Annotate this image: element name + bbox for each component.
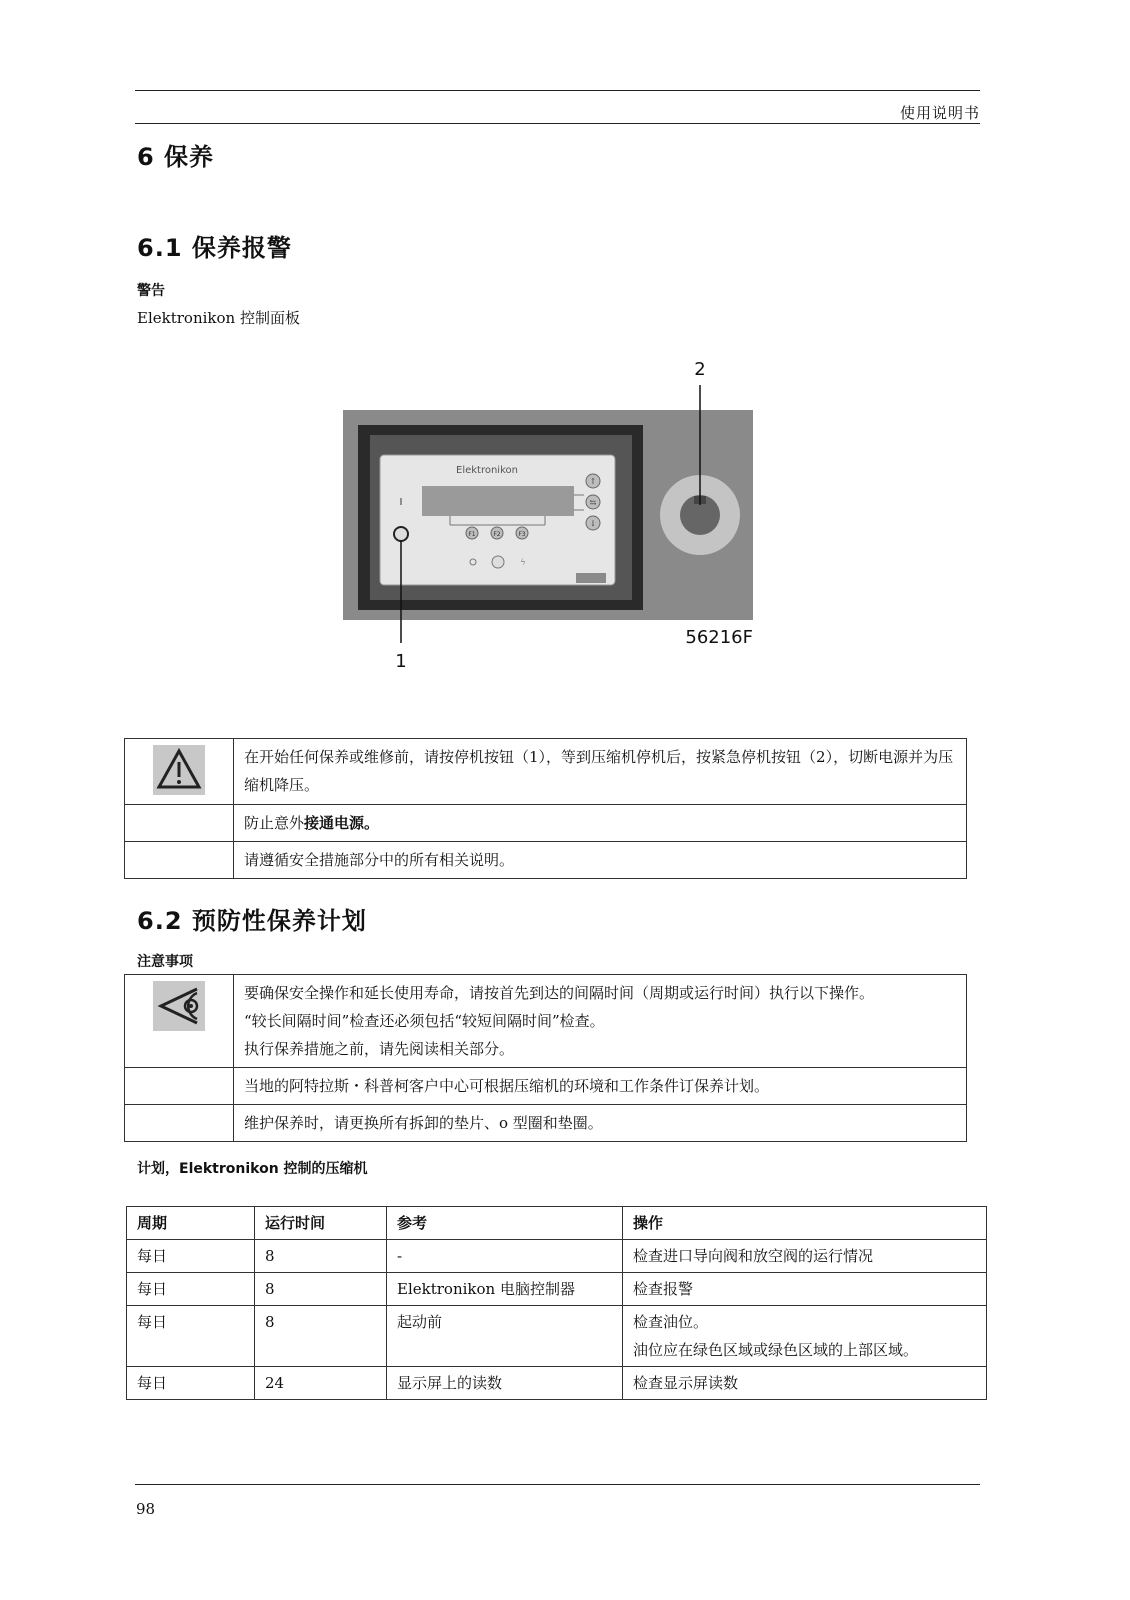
start-key-glyph: I bbox=[399, 497, 403, 508]
page-number: 98 bbox=[136, 1500, 156, 1518]
warning-table bbox=[124, 738, 967, 879]
warning-text-2: 防止意外接通电源。 bbox=[234, 805, 967, 842]
section-6-1-title: 6.1 保养报警 bbox=[137, 234, 292, 262]
warning-label: 警告 bbox=[137, 283, 165, 299]
led-alarm bbox=[492, 556, 504, 568]
footer-rule bbox=[135, 1484, 980, 1485]
notice-row bbox=[125, 975, 967, 1068]
notice-text-1: 要确保安全操作和延长使用寿命，请按首先到达的间隔时间（周期或运行时间）执行以下操作。 “较长间隔时间”检查还必须包括“较短间隔时间”检查。 执行保养措施之前，请先阅读相关部分。 bbox=[234, 975, 967, 1068]
header-action: 操作 bbox=[623, 1207, 987, 1240]
section-6-2-title: 6.2 预防性保养计划 bbox=[137, 907, 367, 935]
notice-table bbox=[124, 974, 967, 1142]
warning-row bbox=[125, 805, 967, 842]
stop-button bbox=[394, 527, 408, 541]
warning-text-3: 请遵循安全措施部分中的所有相关说明。 bbox=[234, 842, 967, 879]
chapter-title: 6 保养 bbox=[137, 143, 215, 171]
svg-text:F3: F3 bbox=[518, 531, 526, 538]
table-row: 每日 24 显示屏上的读数 检查显示屏读数 bbox=[127, 1367, 987, 1400]
svg-text:⇆: ⇆ bbox=[589, 498, 597, 507]
svg-text:ϟ: ϟ bbox=[520, 558, 526, 567]
atlas-copco-logo bbox=[576, 573, 606, 583]
header-rule-top bbox=[135, 90, 980, 91]
maintenance-plan-table bbox=[126, 1206, 987, 1400]
plan-caption: 计划，Elektronikon 控制的压缩机 bbox=[137, 1161, 368, 1177]
table-row: 每日 8 - 检查进口导向阀和放空阀的运行情况 bbox=[127, 1240, 987, 1273]
notice-row bbox=[125, 1105, 967, 1142]
header-hours: 运行时间 bbox=[255, 1207, 387, 1240]
callout-1: 1 bbox=[395, 651, 407, 672]
notice-label: 注意事项 bbox=[137, 954, 193, 970]
control-panel-figure bbox=[300, 355, 820, 695]
panel-subtitle: Elektronikon 控制面板 bbox=[137, 309, 300, 327]
svg-text:↑: ↑ bbox=[589, 477, 597, 486]
figure-code: 56216F bbox=[685, 627, 753, 648]
warning-row bbox=[125, 739, 967, 805]
header-rule-bottom bbox=[135, 123, 980, 124]
warning-icon-cell bbox=[125, 739, 234, 805]
display-screen bbox=[422, 486, 574, 516]
warning-row bbox=[125, 842, 967, 879]
notice-row bbox=[125, 1068, 967, 1105]
warning-text-1: 在开始任何保养或维修前，请按停机按钮（1），等到压缩机停机后，按紧急停机按钮（2），切断电源并为压缩机降压。 bbox=[234, 739, 967, 805]
header-reference: 参考 bbox=[387, 1207, 623, 1240]
brand-label: Elektronikon bbox=[456, 465, 518, 476]
notice-icon-cell bbox=[125, 975, 234, 1068]
table-row: 每日 8 起动前 检查油位。 油位应在绿色区域或绿色区域的上部区域。 bbox=[127, 1306, 987, 1367]
notice-text-2: 当地的阿特拉斯・科普柯客户中心可根据压缩机的环境和工作条件订保养计划。 bbox=[234, 1068, 967, 1105]
notice-text-3: 维护保养时，请更换所有拆卸的垫片、o 型圈和垫圈。 bbox=[234, 1105, 967, 1142]
eye-icon bbox=[153, 981, 205, 1031]
svg-text:↓: ↓ bbox=[589, 519, 597, 528]
svg-text:F1: F1 bbox=[468, 531, 476, 538]
header-period: 周期 bbox=[127, 1207, 255, 1240]
header-doc-title: 使用说明书 bbox=[899, 104, 980, 122]
plan-header-row bbox=[127, 1207, 987, 1240]
warning-triangle-icon bbox=[153, 745, 205, 795]
table-row: 每日 8 Elektronikon 电脑控制器 检查报警 bbox=[127, 1273, 987, 1306]
svg-text:F2: F2 bbox=[493, 531, 501, 538]
callout-2: 2 bbox=[694, 359, 706, 380]
